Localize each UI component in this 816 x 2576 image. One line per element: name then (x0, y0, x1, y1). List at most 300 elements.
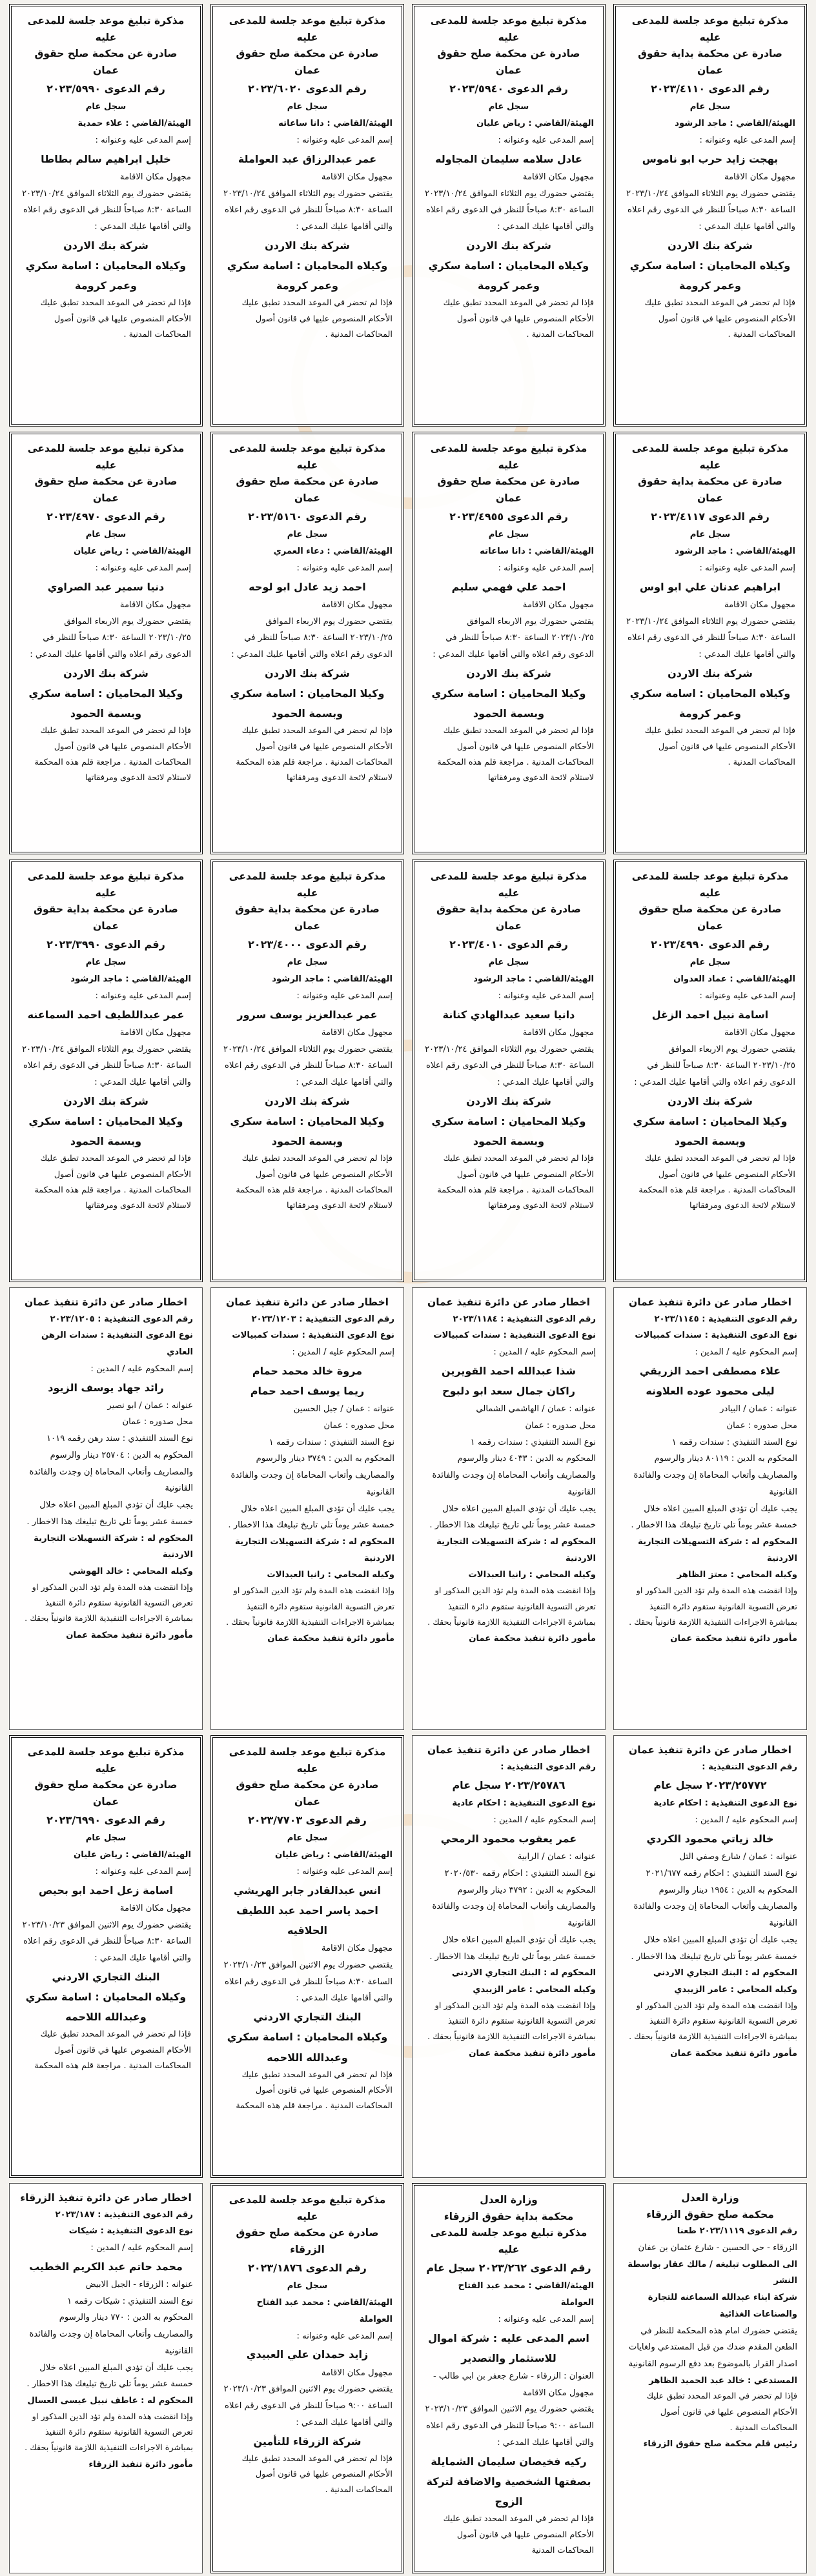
notice-line: عنوانه : عمان / الهاشمي الشمالي (476, 1404, 596, 1414)
legal-notice (210, 432, 404, 854)
notice-line: سجل عام (287, 1833, 328, 1844)
notice-line: المحكوم به الدين : ٨٠١١٩ دينار والرسوم والمصاريف وأتعاب المحاماة إن وجدت والفائدة القانونية (633, 1454, 797, 1497)
notice-line: اخطار صادر عن دائرة تنفيذ عمان (24, 1296, 187, 1308)
notice-line: إسم المحكوم عليه / المدين : (695, 1815, 797, 1826)
notice-line: إسم المدعى عليه وعنوانه : (95, 991, 191, 1001)
notice-line: المحكوم له : شركة التسهيلات التجارية الاردنية (34, 1533, 193, 1560)
notice-line: نوع السند التنفيذي : سندات رقمه ١ (671, 1437, 797, 1447)
notice-line: مجهول مكان الاقامة (119, 172, 191, 182)
notice-line: إسم المحكوم عليه / المدين : (90, 2243, 193, 2253)
notice-line: رقم الدعوى ٢٠٢٣/٦٠٢٠ (248, 83, 367, 96)
notice-line: وإذا انقضت هذه المدة ولم تؤد الدين المذكور او تعرض التسوية القانونية ستقوم دائرة التنفيذ بمباشرة الاجراءات التنفيذية اللازمة قانونياً بحقك . (226, 1586, 394, 1627)
notice-line: الهيئة/القاضي : دانا ساعاته (480, 547, 594, 557)
notice-line: سجل عام (488, 958, 529, 968)
notice-line: رقم الدعوى ٢٠٢٣/٤١١٧ (651, 510, 770, 523)
notice-line: شركة بنك الاردن (668, 667, 753, 679)
notice-line: نوع الدعوى التنفيذية : سندات كمبيالات (635, 1331, 797, 1341)
notice-line: ٢٠٢٣/٢٥٧٧٢ سجل عام (653, 1779, 767, 1792)
notice-line: الهيئة/القاضي : رياض عليان (73, 547, 191, 557)
notice-line: رقم الدعوى ٢٠٢٣/٤٠٠٠ (248, 938, 367, 951)
legal-notice (613, 2183, 807, 2573)
notice-line: صادرة عن محكمة صلح حقوق عمان (236, 48, 379, 76)
notice-line: المحكوم به الدين : ٧٧٠ دينار والرسوم والمصاريف وأتعاب المحاماة إن وجدت والفائدة القانونية (29, 2313, 193, 2356)
notice-line: مذكرة تبليغ موعد جلسة للمدعى عليه (229, 2194, 386, 2222)
notice-line: وكيلا المحاميان : اسامة سكري وبسمة الحمود (230, 1114, 385, 1148)
notice-line: رقم الدعوى التنفيذية : ٢٠٢٣/١٨٧ (55, 2209, 193, 2220)
notice-line: الهيئة/القاضي : ماجد الرشود (675, 547, 795, 557)
notice-line: ابراهيم عدنان علي ابو اوس (640, 580, 780, 593)
notice-line: عنوانه : عمان / ابو نصير (107, 1400, 193, 1411)
notice-line: إسم المحكوم عليه / المدين : (292, 1347, 394, 1358)
notice-line: فإذا لم تحضر في الموعد المحدد تطبق عليك الأحكام المنصوص عليها في قانون أصول المحاكمات المدنية . مراجعة قلم هذه المحكمة لاستلام لائحة الدعوى ومرفقاتها (638, 1154, 795, 1211)
notice-line: علاء مصطفى احمد الزريقي (639, 1364, 781, 1377)
notice-line: اخطار صادر عن دائرة تنفيذ عمان (628, 1296, 791, 1308)
legal-notice (613, 4, 807, 427)
notice-line: سجل عام (85, 530, 127, 540)
legal-notice (613, 1735, 807, 2178)
notice-line: خليل ابراهيم سالم بطاطا (41, 152, 171, 165)
notice-line: سجل عام (689, 102, 731, 112)
notice-line: صادرة عن محكمة صلح حقوق عمان (437, 48, 580, 76)
notice-line: إسم المحكوم عليه / المدين : (493, 1347, 596, 1358)
notice-line: مذكرة تبليغ موعد جلسة للمدعى عليه (631, 443, 789, 471)
notice-line: يقتضي حضورك يوم الثلاثاء الموافق ٢٠٢٣/١٠/٢٤ الساعة ٨:٣٠ صباحاً للنظر في الدعوى رقم اعلاه والتي أقامها عليك المدعي : (626, 616, 795, 660)
notice-line: مجهول مكان الاقامة (321, 2368, 393, 2378)
notice-line: الهيئة/القاضي : رياض عليان (73, 1850, 191, 1860)
notice-line: شركة بنك الاردن (63, 1094, 148, 1107)
notice-line: شركة بنك الاردن (668, 239, 753, 252)
notice-line: إسم المدعى عليه وعنوانه : (296, 991, 393, 1001)
notice-line: إسم المدعى عليه وعنوانه : (699, 563, 795, 573)
notice-line: دانيا سعيد عبدالهادي كنانة (442, 1008, 575, 1021)
notice-line: وكيلاه المحاميان : اسامة سكري وعمر كرومة (428, 259, 589, 292)
notice-line: وكيلا المحاميان : اسامة سكري وبسمة الحمود (28, 1114, 183, 1148)
notice-line: فإذا لم تحضر في الموعد المحدد تطبق عليك الأحكام المنصوص عليها في قانون أصول المحاكمات المدنية . (241, 2453, 393, 2495)
notice-line: وكيله المحامي : معتز الظاهر (677, 1570, 797, 1580)
legal-notice (412, 2183, 606, 2573)
notice-line: عادل سلامه سليمان المجاوله (435, 152, 582, 165)
notice-line: صادرة عن محكمة صلح حقوق الزرقاء (236, 2227, 379, 2255)
notice-line: عمر يعقوب محمود الرمحي (440, 1832, 577, 1845)
notice-line: وإذا انقضت هذه المدة ولم تؤد الدين المذكور او تعرض التسوية القانونية ستقوم دائرة التنفيذ بمباشرة الاجراءات التنفيذية اللازمة قانونياً بحقك . (25, 2411, 193, 2453)
legal-notice (210, 4, 404, 427)
notice-line: إسم المدعى عليه وعنوانه : (95, 563, 191, 573)
notice-line: مذكرة تبليغ موعد جلسة للمدعى عليه (430, 15, 587, 43)
notice-line: عنوانه : عمان / البيادر (720, 1404, 797, 1414)
legal-notice (210, 2183, 404, 2573)
notice-line: رقم الدعوى ٢٠٢٣/٢٦٢ سجل عام (426, 2262, 591, 2275)
notice-line: مجهول مكان الاقامة (522, 599, 594, 610)
notice-line: رقم الدعوى ٢٠٢٣/٤٩٩٠ (651, 938, 770, 951)
notice-line: راكان جمال سعد ابو دلبوح (442, 1384, 575, 1397)
notice-line: سجل عام (689, 530, 731, 540)
notice-line: يجب عليك أن تؤدي المبلغ المبين اعلاه خلال خمسة عشر يوماً تلي تاريخ تبليغك هذا الاخطار . (26, 1500, 193, 1527)
notice-line: إسم المحكوم عليه / المدين : (90, 1363, 193, 1374)
legal-notice (9, 1287, 203, 1730)
notice-line: نوع السند التنفيذي : سندات رقمه ١ (470, 1437, 596, 1447)
notice-line: مجهول مكان الاقامة (522, 1027, 594, 1038)
notice-line: يقتضي حضورك يوم الاربعاء الموافق ٢٠٢٣/١٠/٢٥ الساعة ٨:٣٠ صباحاً للنظر في الدعوى رقم اعلاه والتي أقامها عليك المدعي : (231, 616, 393, 660)
notice-line: سجل عام (287, 530, 328, 540)
legal-notice (210, 860, 404, 1282)
notice-line: محل صدوره : عمان (726, 1420, 797, 1431)
legal-notice (412, 4, 606, 427)
notice-line: مجهول مكان الاقامة (119, 599, 191, 610)
notice-line: شركة بنك الاردن (265, 667, 350, 679)
notice-line: الهيئة/القاضي : ماجد الرشود (675, 119, 795, 129)
notice-line: صادرة عن محكمة صلح حقوق عمان (34, 476, 178, 504)
notice-line: الهيئة/القاضي : علاء حمدية (77, 119, 191, 129)
notice-line: إسم المدعى عليه وعنوانه : (95, 135, 191, 145)
notice-line: فإذا لم تحضر في الموعد المحدد تطبق عليك الأحكام المنصوص عليها في قانون أصول المحاكمات المدنية . (241, 298, 393, 339)
notice-line: محكمة صلح حقوق الزرقاء (646, 2208, 774, 2220)
notice-line: الهيئة/القاضي : دعاء العمري (273, 547, 393, 557)
notice-line: مجهول مكان الاقامة (724, 599, 795, 610)
notice-line: انس عبدالقادر جابر الهريشي (234, 1884, 381, 1897)
notice-line: شركة الزرقاء للتأمين (253, 2435, 362, 2448)
notice-line: الهيئة/القاضي : ماجد الرشود (473, 974, 594, 985)
notice-line: وكيله المحامي : خالد الهوشي (68, 1567, 193, 1577)
notice-line: عنوانه : عمان / شارع وصفي التل (679, 1852, 797, 1862)
notice-line: يقتضي حضورك يوم الثلاثاء الموافق ٢٠٢٣/١٠/٢٤ الساعة ٨:٣٠ صباحاً للنظر في الدعوى رقم اعلاه والتي أقامها عليك المدعي : (223, 188, 393, 232)
notice-line: فإذا لم تحضر في الموعد المحدد تطبق عليك الأحكام المنصوص عليها في قانون أصول المحاكمات المدنية . (646, 2391, 797, 2433)
notice-line: وزارة العدل (480, 2194, 538, 2206)
legal-notice (9, 432, 203, 854)
notice-line: رقم الدعوى ٢٠٢٣/٤١١٠ (651, 83, 770, 96)
notice-line: نوع السند التنفيذي : شيكات رقمه ١ (66, 2296, 193, 2306)
notice-line: المحكوم به الدين : ٣٧٩٢ دينار والرسوم والمصاريف وأتعاب المحاماة إن وجدت والفائدة القانونية (432, 1885, 596, 1929)
legal-notices-grid (9, 4, 807, 2572)
notice-line: نوع الدعوى التنفيذية : سندات كمبيالات (433, 1331, 596, 1341)
notice-line: صادرة عن محكمة صلح حقوق عمان (638, 903, 782, 932)
notice-line: إسم المدعى عليه وعنوانه : (699, 135, 795, 145)
notice-line: مذكرة تبليغ موعد جلسة للمدعى عليه (631, 870, 789, 899)
notice-line: مجهول مكان الاقامة (321, 172, 393, 182)
notice-line: رقم الدعوى ٢٠٢٣/٥٩٤٠ (449, 83, 568, 96)
notice-line: محل صدوره : عمان (323, 1420, 394, 1431)
notice-line: فإذا لم تحضر في الموعد المحدد تطبق عليك الأحكام المنصوص عليها في قانون أصول المحاكمات المدنية (443, 2514, 594, 2555)
notice-line: الهيئة/القاضي : عماد العدوان (673, 974, 795, 985)
notice-line: المحكوم له : البنك التجاري الاردني (653, 1968, 797, 1978)
notice-line: المحكوم له : عاطف نبيل عيسى العسال (27, 2396, 193, 2406)
notice-line: رقم الدعوى التنفيذية : ٢٠٢٣/١١٨٤ (453, 1314, 596, 1324)
notice-line: مجهول مكان الاقامة (321, 1027, 393, 1038)
notice-line: شذا عبدالله احمد القويرين (442, 1364, 576, 1377)
notice-line: إسم المدعى عليه وعنوانه : (296, 135, 393, 145)
notice-line: فإذا لم تحضر في الموعد المحدد تطبق عليك الأحكام المنصوص عليها في قانون أصول المحاكمات المدنية . (443, 298, 594, 339)
notice-line: المحكوم له : شركة التسهيلات التجارية الاردنية (436, 1537, 596, 1564)
notice-line: مذكرة تبليغ موعد جلسة للمدعى عليه (27, 15, 185, 43)
notice-line: مجهول مكان الاقامة (321, 1944, 393, 1954)
notice-line: عنوانه : عمان / جبل الحسين (293, 1404, 394, 1414)
notice-line: نوع السند التنفيذي : سندات رقمه ١ (269, 1437, 394, 1447)
notice-line: المحكوم له : شركة التسهيلات التجارية الاردنية (235, 1537, 394, 1564)
legal-notice (613, 860, 807, 1282)
notice-line: سجل عام (287, 102, 328, 112)
notice-line: الهيئة/القاضي : ماجد الرشود (272, 974, 393, 985)
legal-notice (9, 2183, 203, 2573)
notice-line: إسم المدعى عليه وعنوانه : (296, 563, 393, 573)
notice-line: سجل عام (488, 530, 529, 540)
notice-line: اسامة نبيل احمد الزغل (651, 1008, 769, 1021)
notice-line: مذكرة تبليغ موعد جلسة للمدعى عليه (229, 443, 386, 471)
notice-line: اخطار صادر عن دائرة تنفيذ عمان (427, 1296, 590, 1308)
notice-line: الهيئة/القاضي : رياض عليان (476, 119, 594, 129)
notice-line: الهيئة/القاضي : محمد عبد الفتاح العواملة (256, 2298, 393, 2324)
notice-line: اخطار صادر عن دائرة تنفيذ عمان (225, 1296, 389, 1308)
legal-notice (210, 1735, 404, 2178)
notice-line: صادرة عن محكمة بداية حقوق عمان (638, 476, 782, 504)
notice-line: يقتضي حضورك امام هذه المحكمة للنظر في الطعن المقدم ضدك من قبل المستدعي ولغايات اصدار القرار بالموضوع بعد دفع الرسوم القانونية (628, 2326, 797, 2369)
notice-line: ليلى محمود عوده العلاونه (646, 1384, 775, 1397)
notice-line: الهيئة/القاضي : دانا ساعاته (278, 119, 393, 129)
notice-line: وإذا انقضت هذه المدة ولم تؤد الدين المذكور او تعرض التسوية القانونية ستقوم دائرة التنفيذ بمباشرة الاجراءات التنفيذية اللازمة قانونياً بحقك . (629, 1586, 797, 1627)
notice-line: رقم الدعوى ٢٠٢٣/٣٩٩٠ (46, 938, 165, 951)
notice-line: صادرة عن محكمة صلح حقوق عمان (34, 1779, 178, 1807)
notice-line: المحكوم به الدين : ١٩٥٤ دينار والرسوم والمصاريف وأتعاب المحاماة إن وجدت والفائدة القانونية (633, 1885, 797, 1929)
notice-line: شركة بنك الاردن (668, 1094, 753, 1107)
notice-line: إسم المدعى عليه وعنوانه : (95, 1866, 191, 1877)
notice-line: رئيس قلم محكمة صلح حقوق الزرقاء (643, 2439, 797, 2450)
notice-line: عمر عبدالعزيز يوسف سرور (237, 1008, 378, 1021)
notice-line: إسم المدعى عليه وعنوانه : (498, 563, 594, 573)
notice-line: الى المطلوب تبليغه / مالك عقار بواسطة النشر (627, 2259, 797, 2286)
notice-line: بهجت زايد حرب ابو ناموس (642, 152, 779, 165)
notice-line: وكيلاه المحاميان : اسامة سكري وعبدالله اللاحمه (227, 2031, 388, 2064)
notice-line: وكيلاه المحاميان : اسامة سكري وعمر كرومة (629, 259, 791, 292)
notice-line: فإذا لم تحضر في الموعد المحدد تطبق عليك الأحكام المنصوص عليها في قانون أصول المحاكمات المدنية . مراجعة قلم هذه المحكمة لاستلام لائحة الدعوى ومرفقاتها (437, 726, 594, 783)
notice-line: شركة ابناء عبدالله السماعنه للتجارة والصناعات الغذائية (648, 2293, 797, 2319)
notice-line: المستدعي : خالد عبد الحميد الظاهر (649, 2375, 797, 2386)
notice-line: وإذا انقضت هذه المدة ولم تؤد الدين المذكور او تعرض التسوية القانونية ستقوم دائرة التنفيذ بمباشرة الاجراءات التنفيذية اللازمة قانونياً بحقك . (427, 1586, 596, 1627)
notice-line: وإذا انقضت هذه المدة ولم تؤد الدين المذكور او تعرض التسوية القانونية ستقوم دائرة التنفيذ بمباشرة الاجراءات التنفيذية اللازمة قانونياً بحقك . (629, 2000, 797, 2042)
notice-line: يقتضي حضورك يوم الثلاثاء الموافق ٢٠٢٣/١٠/٢٤ الساعة ٨:٣٠ صباحاً للنظر في الدعوى رقم اعلاه والتي أقامها عليك المدعي : (223, 1044, 393, 1088)
legal-notice (412, 860, 606, 1282)
notice-line: يقتضي حضورك يوم الاثنين الموافق ٢٠٢٣/١٠/٢٣ الساعة ٨:٣٠ صباحاً للنظر في الدعوى رقم اعلاه والتي أقامها عليك المدعي : (22, 1920, 191, 1964)
notice-line: يقتضي حضورك يوم الثلاثاء الموافق ٢٠٢٣/١٠/٢٤ الساعة ٨:٣٠ صباحاً للنظر في الدعوى رقم اعلاه والتي أقامها عليك المدعي : (424, 188, 594, 232)
notice-line: فإذا لم تحضر في الموعد المحدد تطبق عليك الأحكام المنصوص عليها في قانون أصول المحاكمات المدنية . مراجعة قلم هذه المحكمة لاستلام لائحة الدعوى ومرفقاتها (236, 1154, 393, 1211)
notice-line: محل صدوره : عمان (122, 1417, 193, 1427)
notice-line: إسم المحكوم عليه / المدين : (493, 1815, 596, 1826)
notice-line: يقتضي حضورك يوم الثلاثاء الموافق ٢٠٢٣/١٠/٢٤ الساعة ٨:٣٠ صباحاً للنظر في الدعوى رقم اعلاه والتي أقامها عليك المدعي : (424, 1044, 594, 1088)
legal-notice (412, 1735, 606, 2178)
notice-line: خالد زياتي محمود الكردي (646, 1832, 774, 1845)
legal-notice (9, 860, 203, 1282)
notice-line: ٢٠٢٣/٢٥٧٨٦ سجل عام (452, 1779, 566, 1792)
notice-line: مجهول مكان الاقامة (119, 1027, 191, 1038)
notice-line: يجب عليك أن تؤدي المبلغ المبين اعلاه خلال خمسة عشر يوماً تلي تاريخ تبليغك هذا الاخطار . (631, 1504, 797, 1531)
legal-notice (9, 1735, 203, 2178)
notice-line: الهيئة/القاضي : رياض عليان (274, 1850, 393, 1860)
notice-line: وكيلاه المحاميان : اسامة سكري وعمر كرومة (227, 259, 388, 292)
notice-line: يقتضي حضورك يوم الاربعاء الموافق ٢٠٢٣/١٠/٢٥ الساعة ٨:٣٠ صباحاً للنظر في الدعوى رقم اعلاه والتي أقامها عليك المدعي : (433, 616, 594, 660)
notice-line: وكيلاه المحاميان : اسامة سكري وعبدالله اللاحمه (25, 1990, 187, 2024)
legal-notice (412, 432, 606, 854)
notice-line: المحكوم به الدين : ٤٠٣٣ دينار والرسوم والمصاريف وأتعاب المحاماة إن وجدت والفائدة القانونية (432, 1454, 596, 1497)
notice-line: اخطار صادر عن دائرة تنفيذ عمان (427, 1744, 590, 1756)
notice-line: صادرة عن محكمة بداية حقوق عمان (34, 903, 178, 932)
notice-line: رقم الدعوى ٢٠٢٣/٦٩٩٠ (46, 1814, 165, 1827)
legal-notice (412, 1287, 606, 1730)
notice-line: عمر عبدالرزاق عبد العواملة (238, 152, 377, 165)
notice-line: مذكرة تبليغ موعد جلسة للمدعى عليه (430, 870, 587, 899)
notice-line: عمر عبداللطيف احمد السماعنه (27, 1008, 185, 1021)
notice-line: ريما يوسف احمد حمام (250, 1384, 365, 1397)
notice-line: وإذا انقضت هذه المدة ولم تؤد الدين المذكور او تعرض التسوية القانونية ستقوم دائرة التنفيذ بمباشرة الاجراءات التنفيذية اللازمة قانونياً بحقك . (427, 2000, 596, 2042)
notice-line: إسم المدعى عليه وعنوانه : (296, 2331, 393, 2341)
notice-line: إسم المدعى عليه وعنوانه : (498, 991, 594, 1001)
notice-line: اخطار صادر عن دائرة تنفيذ الزرقاء (20, 2192, 192, 2204)
notice-line: يقتضي حضورك يوم الثلاثاء الموافق ٢٠٢٣/١٠/٢٤ الساعة ٨:٣٠ صباحاً للنظر في الدعوى رقم اعلاه والتي أقامها عليك المدعي : (626, 188, 795, 232)
notice-line: مأمور دائرة تنفيذ محكمة عمان (469, 1634, 596, 1644)
notice-line: رقم الدعوى ٢٠٢٣/٤٠١٠ (449, 938, 568, 951)
notice-line: رقم الدعوى التنفيذية : (702, 1762, 797, 1772)
notice-line: محمد حاتم عبد الكريم الخطيب (29, 2260, 183, 2273)
notice-line: فإذا لم تحضر في الموعد المحدد تطبق عليك الأحكام المنصوص عليها في قانون أصول المحاكمات المدنية . (644, 726, 795, 767)
notice-line: صادرة عن محكمة صلح حقوق عمان (236, 476, 379, 504)
notice-line: صادرة عن محكمة بداية حقوق عمان (436, 903, 581, 932)
notice-line: المحكوم له : شركة التسهيلات التجارية الاردنية (638, 1537, 797, 1564)
notice-line: عنوانه : الزرقاء - الجبل الابيض (85, 2279, 193, 2289)
notice-line: فإذا لم تحضر في الموعد المحدد تطبق عليك الأحكام المنصوص عليها في قانون أصول المحاكمات المدنية . مراجعة قلم هذه المحكمة (34, 2029, 191, 2071)
notice-line: مذكرة تبليغ موعد جلسة للمدعى عليه (229, 870, 386, 899)
notice-line: وكيلا المحاميان : اسامة سكري وبسمة الحمود (431, 1114, 586, 1148)
notice-line: يقتضي حضورك يوم الثلاثاء الموافق ٢٠٢٣/١٠/٢٤ الساعة ٨:٣٠ صباحاً للنظر في الدعوى رقم اعلاه والتي أقامها عليك المدعي : (21, 1044, 191, 1088)
notice-line: شركة بنك الاردن (466, 667, 551, 679)
notice-line: المحكوم به الدين : ٣٧٤٩ دينار والرسوم والمصاريف وأتعاب المحاماة إن وجدت والفائدة القانونية (230, 1454, 394, 1497)
notice-line: نوع الدعوى التنفيذية : سندات كمبيالات (232, 1331, 394, 1341)
notice-line: مجهول مكان الاقامة (321, 599, 393, 610)
notice-line: يقتضي حضورك يوم الاربعاء الموافق ٢٠٢٣/١٠/٢٥ الساعة ٨:٣٠ صباحاً للنظر في الدعوى رقم اعلاه والتي أقامها عليك المدعي : (634, 1044, 795, 1088)
notice-line: نوع السند التنفيذي : احكام رقمه ٢٠٢١/٦٧٧ (646, 1868, 797, 1878)
notice-line: وإذا انقضت هذه المدة ولم تؤد الدين المذكور او تعرض التسوية القانونية ستقوم دائرة التنفيذ بمباشرة الاجراءات التنفيذية اللازمة قانونياً بحقك . (25, 1582, 193, 1624)
notice-line: مجهول مكان الاقامة (724, 1027, 795, 1038)
notice-line: مأمور دائرة تنفيذ محكمة عمان (469, 2048, 596, 2058)
notice-line: إسم المحكوم عليه / المدين : (695, 1347, 797, 1358)
notice-line: وكيلا المحاميان : اسامة سكري وبسمة الحمود (230, 687, 385, 720)
notice-line: رقم الدعوى ٢٠٢٣/١١١٩ طعنا (677, 2226, 797, 2237)
notice-line: شركة بنك الاردن (466, 239, 551, 252)
notice-line: صادرة عن محكمة صلح حقوق عمان (437, 476, 580, 504)
notice-line: نوع السند التنفيذي : سند رهن رقمه ١٠١٩ (46, 1434, 193, 1444)
notice-line: رقم الدعوى التنفيذية : ٢٠٢٣/١٢٠٣ (251, 1314, 394, 1324)
notice-line: يقتضي حضورك يوم الاثنين الموافق ٢٠٢٣/١٠/٢٣ الساعة ٩:٠٠ صباحاً للنظر في الدعوى رقم اعلاه والتي أقامها عليك المدعي : (223, 2384, 393, 2428)
notice-line: مذكرة تبليغ موعد جلسة للمدعى عليه (27, 870, 185, 899)
notice-line: المحكوم به الدين : ٢٥٧٠٤ دينار والرسوم والمصاريف وأتعاب المحاماة إن وجدت والفائدة القانونية (29, 1450, 193, 1494)
notice-line: صادرة عن محكمة بداية حقوق عمان (235, 903, 380, 932)
notice-line: محكمة بداية حقوق الزرقاء (444, 2210, 574, 2222)
notice-line: سجل عام (287, 958, 328, 968)
notice-line: إسم المدعى عليه وعنوانه : (699, 991, 795, 1001)
notice-line: فإذا لم تحضر في الموعد المحدد تطبق عليك الأحكام المنصوص عليها في قانون أصول المحاكمات المدنية . مراجعة قلم هذه المحكمة لاستلام لائحة الدعوى ومرفقاتها (34, 1154, 191, 1211)
notice-line: رقم الدعوى ٢٠٢٣/٧٧٠٣ (248, 1814, 367, 1827)
notice-line: محل صدوره : عمان (525, 1420, 596, 1431)
notice-line: سجل عام (85, 102, 127, 112)
notice-line: إسم المدعى عليه وعنوانه : (296, 1866, 393, 1877)
notice-line: يقتضي حضورك يوم الاثنين الموافق ٢٠٢٣/١٠/٢٣ الساعة ٨:٣٠ صباحاً للنظر في الدعوى رقم اعلاه والتي أقامها عليك المدعي : (223, 1960, 393, 2004)
notice-line: فإذا لم تحضر في الموعد المحدد تطبق عليك الأحكام المنصوص عليها في قانون أصول المحاكمات المدنية . مراجعة قلم هذه المحكمة لاستلام لائحة الدعوى ومرفقاتها (437, 1154, 594, 1211)
notice-line: فإذا لم تحضر في الموعد المحدد تطبق عليك الأحكام المنصوص عليها في قانون أصول المحاكمات المدنية . مراجعة قلم هذه المحكمة (236, 2069, 393, 2111)
notice-line: مذكرة تبليغ موعد جلسة للمدعى عليه (430, 443, 587, 471)
notice-line: رقم الدعوى ٢٠٢٣/١٨٧٦ (248, 2262, 367, 2275)
notice-line: شركة بنك الاردن (466, 1094, 551, 1107)
legal-notice (613, 1287, 807, 1730)
notice-line: يجب عليك أن تؤدي المبلغ المبين اعلاه خلال خمسة عشر يوماً تلي تاريخ تبليغك هذا الاخطار . (26, 2362, 193, 2390)
notice-line: الهيئة/القاضي : ماجد الرشود (70, 974, 191, 985)
notice-line: مجهول مكان الاقامة (522, 172, 594, 182)
notice-line: يقتضي حضورك يوم الاربعاء الموافق ٢٠٢٣/١٠/٢٥ الساعة ٨:٣٠ صباحاً للنظر في الدعوى رقم اعلاه والتي أقامها عليك المدعي : (30, 616, 191, 660)
notice-line: رقم الدعوى ٢٠٢٣/٥٩٩٠ (46, 83, 165, 96)
notice-line: اسم المدعى عليه : شركة اموال للاستثمار والتصدير (428, 2331, 589, 2364)
notice-line: اخطار صادر عن دائرة تنفيذ عمان (628, 1744, 791, 1756)
notice-line: مأمور دائرة تنفيذ محكمة عمان (670, 2048, 797, 2058)
notice-line: نوع الدعوى التنفيذية : سندات الرهن العادي (41, 1331, 193, 1358)
notice-line: وزارة العدل (681, 2192, 739, 2204)
notice-line: احمد علي فهمي سليم (451, 580, 566, 593)
notice-line: مأمور دائرة تنفيذ محكمة عمان (267, 1634, 394, 1644)
notice-line: مأمور دائرة تنفيذ محكمة عمان (670, 1634, 797, 1644)
notice-line: مذكرة تبليغ موعد جلسة للمدعى عليه (27, 443, 185, 471)
notice-line: فإذا لم تحضر في الموعد المحدد تطبق عليك الأحكام المنصوص عليها في قانون أصول المحاكمات المدنية . مراجعة قلم هذه المحكمة لاستلام لائحة الدعوى ومرفقاتها (236, 726, 393, 783)
notice-line: يقتضي حضورك يوم الثلاثاء الموافق ٢٠٢٣/١٠/٢٤ الساعة ٨:٣٠ صباحاً للنظر في الدعوى رقم اعلاه والتي أقامها عليك المدعي : (21, 188, 191, 232)
notice-line: فإذا لم تحضر في الموعد المحدد تطبق عليك الأحكام المنصوص عليها في قانون أصول المحاكمات المدنية . (644, 298, 795, 339)
notice-line: ركيه فخيصان سليمان الشمايلة بصفتها الشخصية والاضافة لتركة الزوج (426, 2455, 591, 2508)
notice-line: العنوان : الزرقاء - شارع جعفر بن ابي طالب - مجهول مكان الاقامة (433, 2371, 594, 2398)
notice-line: وكيلا المحاميان : اسامة سكري وبسمة الحمود (633, 1114, 788, 1148)
notice-line: مأمور دائرة تنفيذ محكمة عمان (66, 1630, 193, 1640)
notice-line: صادرة عن محكمة صلح حقوق عمان (34, 48, 178, 76)
notice-line: وكيلا المحاميان : اسامة سكري وبسمة الحمود (28, 687, 183, 720)
notice-line: شركة بنك الاردن (63, 239, 148, 252)
notice-line: وكيلا المحاميان : اسامة سكري وبسمة الحمود (431, 687, 586, 720)
notice-line: وكيله المحامي : رانيا العبدالات (468, 1570, 596, 1580)
notice-line: إسم المدعى عليه وعنوانه : (498, 135, 594, 145)
notice-line: رقم الدعوى ٢٠٢٣/٤٩٥٥ (449, 510, 568, 523)
notice-line: فإذا لم تحضر في الموعد المحدد تطبق عليك الأحكام المنصوص عليها في قانون أصول المحاكمات المدنية . مراجعة قلم هذه المحكمة لاستلام لائحة الدعوى ومرفقاتها (34, 726, 191, 783)
notice-line: وكيلاه المحاميان : اسامة سكري وعمر كرومة (629, 687, 791, 720)
notice-line: مذكرة تبليغ موعد جلسة للمدعى عليه (229, 1746, 386, 1775)
notice-line: احمد ياسر احمد عبد اللطيف الحلاقيه (236, 1904, 378, 1937)
notice-line: الزرقاء - حي الحسين - شارع عثمان بن عفان (638, 2242, 797, 2253)
notice-line: وكيله المحامي : عامر الزيبدي (674, 1985, 797, 1995)
notice-line: شركة بنك الاردن (265, 1094, 350, 1107)
notice-line: رقم الدعوى التنفيذية : (500, 1762, 596, 1772)
notice-line: إسم المدعى عليه وعنوانه : (498, 2314, 594, 2324)
notice-line: صادرة عن محكمة بداية حقوق عمان (638, 48, 782, 76)
notice-line: سجل عام (85, 958, 127, 968)
notice-line: سجل عام (85, 1833, 127, 1844)
notice-line: مجهول مكان الاقامة (119, 1903, 191, 1913)
notice-line: اسامة زعل احمد ابو بحيص (39, 1884, 173, 1897)
notice-line: مذكرة تبليغ موعد جلسة للمدعى عليه (27, 1746, 185, 1775)
notice-line: رقم الدعوى ٢٠٢٣/٤٩٧٠ (46, 510, 165, 523)
legal-notice (613, 432, 807, 854)
notice-line: وكيلاه المحاميان : اسامة سكري وعمر كرومة (25, 259, 187, 292)
notice-line: شركة بنك الاردن (63, 667, 148, 679)
notice-line: مذكرة تبليغ موعد جلسة للمدعى عليه (430, 2227, 587, 2255)
notice-line: رائد جهاد يوسف الزيود (48, 1381, 164, 1394)
notice-line: عنوانه : عمان / الرابية (517, 1852, 596, 1862)
notice-line: يقتضي حضورك يوم الاثنين الموافق ٢٠٢٣/١٠/٢٣ الساعة ٩:٠٠ صباحاً للنظر في الدعوى رقم اعلاه والتي أقامها عليك المدعي : (425, 2404, 594, 2448)
notice-line: نوع الدعوى التنفيذية : احكام عادية (653, 1798, 797, 1809)
notice-line: مجهول مكان الاقامة (724, 172, 795, 182)
notice-line: يجب عليك أن تؤدي المبلغ المبين اعلاه خلال خمسة عشر يوماً تلي تاريخ تبليغك هذا الاخطار . (429, 1935, 596, 1962)
notice-line: يجب عليك أن تؤدي المبلغ المبين اعلاه خلال خمسة عشر يوماً تلي تاريخ تبليغك هذا الاخطار . (228, 1504, 394, 1531)
notice-line: فإذا لم تحضر في الموعد المحدد تطبق عليك الأحكام المنصوص عليها في قانون أصول المحاكمات المدنية . (40, 298, 191, 339)
notice-line: سجل عام (689, 958, 731, 968)
notice-line: الهيئة/القاضي : محمد عبد الفتاح العواملة (458, 2281, 594, 2308)
notice-line: رقم الدعوى التنفيذية : ٢٠٢٣/١٢٠٥ (50, 1314, 193, 1324)
